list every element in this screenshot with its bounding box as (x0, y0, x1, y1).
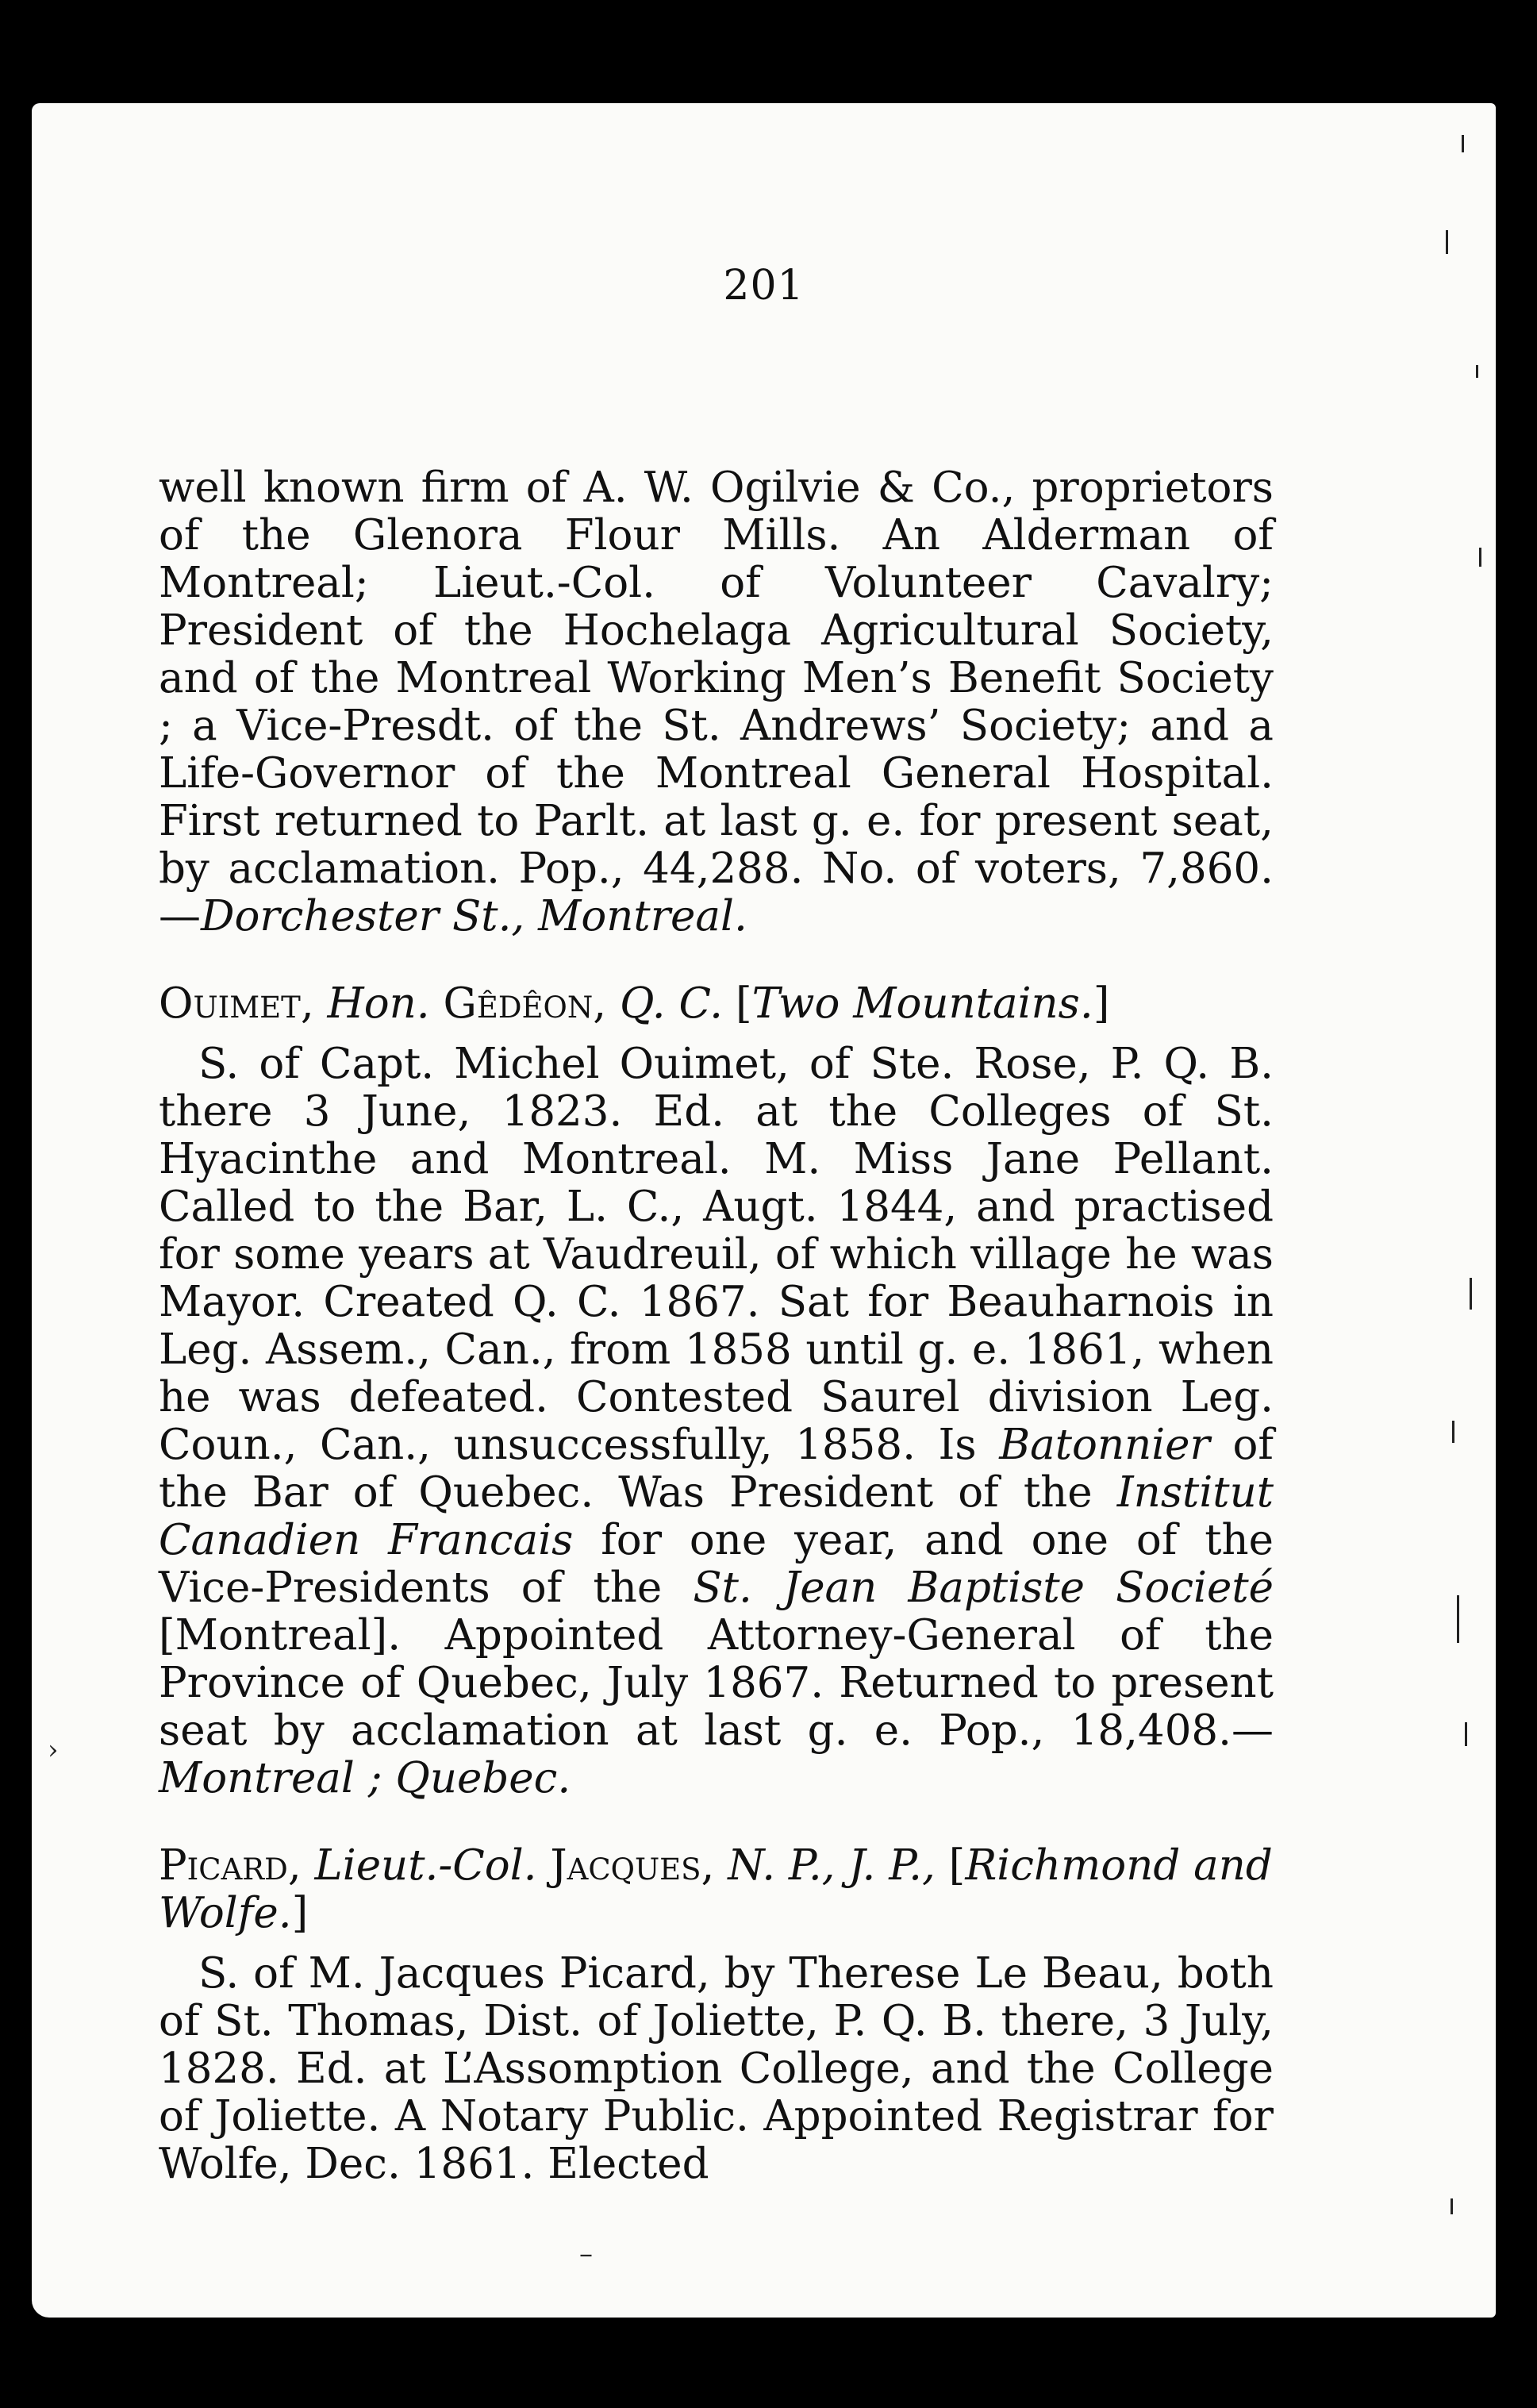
ouimet-batonnier: Batonnier (999, 1421, 1210, 1469)
entry-continued-text: well known firm of A. W. Ogilvie & Co., proprietors of the Glenora Flour Mills. An Alderman of Montreal; Lieut.-Col. of Volunteer Cavalry; President of the Hochelaga Agricultural Society, and of the Montreal Working Men’s Benefit Society ; a Vice-Presdt. of the St. Andrews’ Society; and a Life-Governor of the Montreal General Hospital. First returned to Parlt. at last g. e. for present seat, by acclamation. Pop., 44,288. No. of voters, 7,860.— (159, 464, 1274, 941)
bottom-mark: – (579, 2238, 593, 2270)
ouimet-address: Montreal ; Quebec. (159, 1754, 571, 1802)
ouimet-title: Q. C. (619, 979, 723, 1028)
ouimet-body-3: for one year, and one of the Vice-Presidents of the (159, 1516, 1274, 1612)
picard-honorific: Lieut.-Col. (314, 1841, 537, 1890)
page-edge-specks (1440, 103, 1496, 2318)
entry-continued-address: Dorchester St., Montreal. (201, 892, 747, 941)
ouimet-societe: St. Jean Baptiste Societé (693, 1564, 1274, 1612)
picard-given-name: Jacques, (550, 1841, 715, 1890)
ouimet-honorific: Hon. (327, 979, 430, 1028)
ouimet-surname: Ouimet, (159, 979, 314, 1028)
ouimet-body-4: [Montreal]. Appointed Attorney-General of the Province of Quebec, July 1867. Returned to present seat by acclamation at last g. e. Pop., 18,408.— (159, 1611, 1274, 1755)
picard-constituency: Richmond and Wolfe. (159, 1841, 1273, 1937)
ouimet-body-2: of the Bar of Quebec. Was President of the (159, 1421, 1274, 1517)
ouimet-heading: Ouimet, Hon. Gêdêon, Q. C. [Two Mountains.] (159, 979, 1110, 1028)
margin-mark: › (48, 1734, 59, 1766)
ouimet-constituency: Two Mountains. (751, 979, 1093, 1028)
ouimet-biography (159, 1041, 1274, 1802)
scanned-page (32, 103, 1496, 2318)
ouimet-given-name: Gêdêon, (443, 979, 607, 1028)
picard-heading: Picard, Lieut.-Col. Jacques, N. P., J. P., [Richmond and Wolfe.] (159, 1841, 1273, 1937)
picard-surname: Picard, (159, 1841, 302, 1890)
page-number: 201 (723, 262, 805, 310)
ouimet-institut: Institut Canadien Francais (159, 1468, 1274, 1564)
picard-title: N. P., J. P., (728, 1841, 936, 1890)
picard-biography: S. of M. Jacques Picard, by Therese Le Beau, both of St. Thomas, Dist. of Joliette, P. Q. B. there, 3 July, 1828. Ed. at L’Assomption College, and the College of Joliette. A Notary Public. Appointed Registrar for Wolfe, Dec. 1861. Elected (159, 1949, 1274, 2188)
ouimet-body-1: S. of Capt. Michel Ouimet, of Ste. Rose, P. Q. B. there 3 June, 1823. Ed. at the Colleges of St. Hyacinthe and Montreal. M. Miss Jane Pellant. Called to the Bar, L. C., Augt. 1844, and practised for some years at Vaudreuil, of which village he was Mayor. Created Q. C. 1867. Sat for Beauharnois in Leg. Assem., Can., from 1858 until g. e. 1861, when he was defeated. Contested Saurel division Leg. Coun., Can., unsuccessfully, 1858. Is (159, 1040, 1274, 1469)
entry-continued-paragraph (159, 464, 1274, 941)
page-text (159, 464, 1274, 2188)
